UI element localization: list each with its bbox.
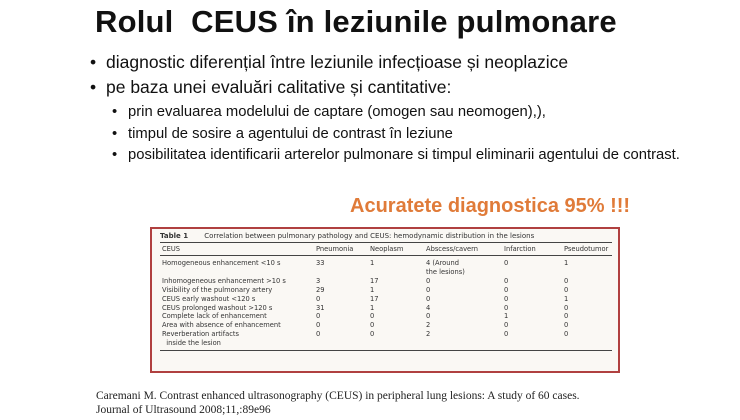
table-cell: 0 (426, 276, 431, 285)
row-label-cell: Visibility of the pulmonary artery (162, 285, 273, 294)
citation-line: Caremani M. Contrast enhanced ultrasonography (CEUS) in peripheral lung lesions: A study of 60 cases. (96, 390, 580, 402)
row-label-cell (160, 268, 314, 277)
table-row (160, 286, 612, 295)
sub-bullet-text: timpul de sosire a agentului de contrast în leziune (128, 125, 453, 142)
table-cell: 1 (370, 259, 375, 267)
table-cell: 0 (564, 276, 569, 285)
column-header: Pneumonia (314, 243, 368, 256)
table-caption-text: Correlation between pulmonary pathology and CEUS: hemodynamic distribution in the lesions (204, 232, 535, 240)
table-cell (562, 339, 612, 350)
table-cell: 17 (370, 276, 379, 285)
table-cell: 0 (564, 312, 569, 321)
row-label-cell: CEUS early washout <120 s (162, 294, 256, 303)
table-body (160, 256, 612, 351)
citation (96, 389, 580, 417)
table-cell: 0 (564, 330, 569, 339)
table-cell: 0 (504, 276, 509, 285)
table-cell: 0 (370, 321, 375, 330)
table-cell: 0 (316, 294, 321, 303)
table-cell: 1 (370, 285, 375, 294)
sub-bullet-item (112, 145, 680, 167)
citation-line: Journal of Ultrasound 2008;11,:89e96 (96, 404, 271, 416)
table-cell: 1 (564, 259, 569, 267)
table-cell: 33 (316, 259, 325, 267)
table-cell: 17 (370, 294, 379, 303)
table-cell: 0 (504, 330, 509, 339)
table-row (160, 277, 612, 286)
sub-bullet-text: prin evaluarea modelului de captare (omogen sau neomogen),), (128, 104, 546, 120)
table-row (160, 304, 612, 313)
table-cell: 31 (316, 303, 325, 312)
table-cell (562, 268, 612, 277)
row-label-cell: Homogeneous enhancement <10 s (162, 259, 281, 267)
table-cell (502, 268, 562, 277)
table-cell: 0 (564, 285, 569, 294)
column-header: Abscess/cavern (424, 243, 502, 256)
table-cell (314, 268, 368, 277)
table-cell: 0 (316, 321, 321, 330)
table-cell: 0 (504, 321, 509, 330)
table-cell: 0 (370, 330, 375, 339)
bullet-dot-icon: • (112, 104, 118, 120)
slide-title: Rolul CEUS în leziunile pulmonare (95, 4, 617, 39)
table-cell: the lesions) (426, 267, 465, 276)
row-label-cell: inside the lesion (160, 339, 314, 350)
bullet-item (90, 50, 680, 75)
column-header: CEUS (160, 243, 314, 256)
table-cell: 0 (316, 312, 321, 321)
column-header: Infarction (502, 243, 562, 256)
sub-bullet-item (112, 102, 680, 124)
table-row (160, 312, 612, 321)
accuracy-highlight: Acuratete diagnostica 95% !!! (350, 195, 631, 217)
table-cell: 1 (564, 294, 569, 303)
bullet-dot-icon: • (90, 52, 97, 72)
table-cell: 0 (504, 303, 509, 312)
bullet-dot-icon: • (90, 77, 97, 97)
table-cell: 0 (564, 303, 569, 312)
bullet-text: diagnostic diferențial între leziunile infecțioase și neoplazice (106, 52, 569, 72)
table-cell: 4 (Around (426, 259, 459, 267)
table-row (160, 321, 612, 330)
table-cell: 0 (426, 312, 431, 321)
table-cell: 29 (316, 285, 325, 294)
table-cell: 0 (426, 285, 431, 294)
bullet-dot-icon: • (112, 147, 118, 163)
sub-bullet-list (112, 102, 680, 167)
sub-bullet-text: posibilitatea identificarii arterelor pulmonare si timpul eliminarii agentului de contrast. (128, 147, 680, 163)
table-cell: 2 (426, 321, 431, 330)
table-cell: 0 (370, 312, 375, 321)
row-label-cell: Complete lack of enhancement (162, 312, 267, 321)
table-row (160, 295, 612, 304)
row-label-cell: Reverberation artifacts (162, 330, 239, 339)
table-cell: 2 (426, 330, 431, 339)
table-row (160, 256, 612, 268)
table-cell: 0 (504, 294, 509, 303)
table-row (160, 330, 612, 339)
correlation-table (160, 242, 612, 351)
table-cell: 0 (564, 321, 569, 330)
table-header-row (160, 243, 612, 256)
column-header: Neoplasm (368, 243, 424, 256)
table-row (160, 339, 612, 350)
bullet-dot-icon: • (112, 125, 118, 142)
bullet-item (90, 75, 680, 100)
sub-bullet-item (112, 124, 680, 146)
table-cell (502, 339, 562, 350)
row-label-cell: Area with absence of enhancement (162, 321, 281, 330)
table-cell (368, 268, 424, 277)
table-cell (368, 339, 424, 350)
table-figure (150, 227, 620, 373)
row-label-cell: Inhomogeneous enhancement >10 s (162, 276, 286, 285)
table-cell: 3 (316, 276, 321, 285)
table-cell (424, 339, 502, 350)
bullet-text: pe baza unei evaluări calitative și cantitative: (106, 77, 452, 97)
table-cell: 0 (504, 285, 509, 294)
table-cell: 0 (426, 294, 431, 303)
table-cell: 0 (504, 259, 509, 267)
table-label: Table 1 (160, 232, 189, 240)
table-caption (160, 232, 612, 240)
table-cell: 1 (504, 312, 509, 321)
table-cell: 1 (370, 303, 375, 312)
table-row (160, 268, 612, 277)
table-cell: 4 (426, 303, 431, 312)
column-header: Pseudotumor (562, 243, 612, 256)
table-cell: 0 (316, 330, 321, 339)
row-label-cell: CEUS prolonged washout >120 s (162, 303, 273, 312)
table-cell (314, 339, 368, 350)
bullet-list (90, 50, 680, 167)
